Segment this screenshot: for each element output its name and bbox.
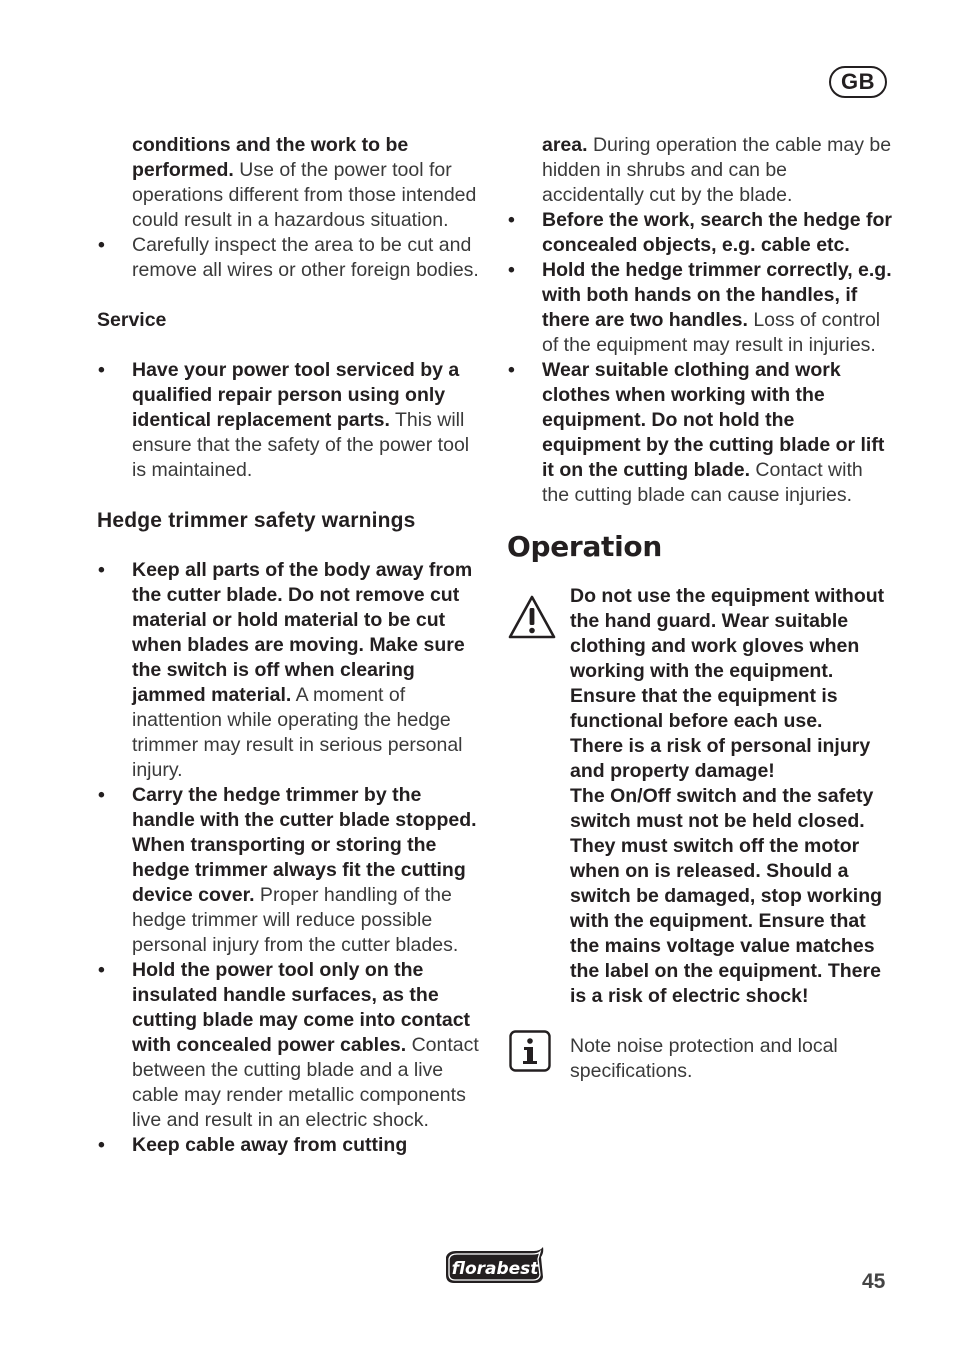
warning-triangle-icon: [507, 594, 557, 640]
bullet-body-parts: • Keep all parts of the body away from the cutter blade. Do not remove cut material or hold material to be cut when blades are moving. Make sure the switch is off when clearing jammed material. A moment of inattention while operating the hedge trimmer may result in serious personal injury.: [97, 558, 482, 783]
info-icon: [509, 1030, 551, 1072]
warning-text-1: Do not use the equipment without the hand guard. Wear suitable clothing and work gloves when working with the equipment. Ensure that the equipment is functional before each use.: [570, 585, 885, 732]
right-column: [507, 133, 892, 1084]
info-block: [507, 1034, 892, 1084]
operation-heading: Operation: [507, 530, 662, 563]
bullet-service: • Have your power tool serviced by a qualified repair person using only identical replacement parts. This will ensure that the safety of the power tool is maintained.: [97, 358, 482, 483]
bullet-inspect-area: • Carefully inspect the area to be cut and remove all wires or other foreign bodies.: [97, 233, 482, 283]
bullet-insulated-handle: • Hold the power tool only on the insulated handle surfaces, as the cutting blade may come into contact with concealed power cables. Contact between the cutting blade and a live cable may render metallic components live and result in an electric shock.: [97, 958, 482, 1133]
continued-light-text: Use of the power tool for operations different from those intended could result in a hazardous situation.: [132, 159, 477, 231]
continued-paragraph-right: area. During operation the cable may be hidden in shrubs and can be accidentally cut by the blade.: [542, 134, 892, 206]
bullet-carry: • Carry the hedge trimmer by the handle with the cutter blade stopped. When transporting or storing the hedge trimmer always fit the cutting device cover. Proper handling of the hedge trimmer will reduce possible personal injury from the cutter blades.: [97, 783, 482, 958]
left-column: [97, 133, 482, 1158]
bullet-clothing: • Wear suitable clothing and work clothes when working with the equipment. Do not hold the equipment by the cutting blade or lift it on the cutting blade. Contact with the cutting blade can cause injuries.: [507, 358, 892, 508]
continued-bold-text: conditions and the work to be performed.: [132, 134, 409, 181]
bullet-keep-cable-away: • Keep cable away from cutting: [97, 1133, 482, 1158]
warning-block: [507, 584, 892, 1009]
page-number: 45: [862, 1270, 886, 1293]
language-badge: GB: [829, 66, 887, 98]
svg-text:florabest: florabest: [451, 1259, 539, 1279]
service-heading: Service: [97, 309, 167, 331]
warning-text-2: There is a risk of personal injury and property damage!: [570, 735, 871, 782]
bullet-hold-correctly: • Hold the hedge trimmer correctly, e.g. with both hands on the handles, if there are two handles. Loss of control of the equipment may result in injuries.: [507, 258, 892, 358]
continued-paragraph: [97, 133, 482, 233]
florabest-logo: [442, 1245, 548, 1285]
warning-text-3: The On/Off switch and the safety switch must not be held closed. They must switch off the motor when on is released. Should a switch be damaged, stop working with the equipment. Ensure that the mains voltage value matches the label on the equipment. There is a risk of electric shock!: [570, 785, 883, 1007]
hedge-trimmer-heading: Hedge trimmer safety warnings: [97, 509, 416, 532]
info-note-text: Note noise protection and local specifications.: [570, 1035, 838, 1082]
bullet-search-hedge: • Before the work, search the hedge for concealed objects, e.g. cable etc.: [507, 208, 892, 258]
